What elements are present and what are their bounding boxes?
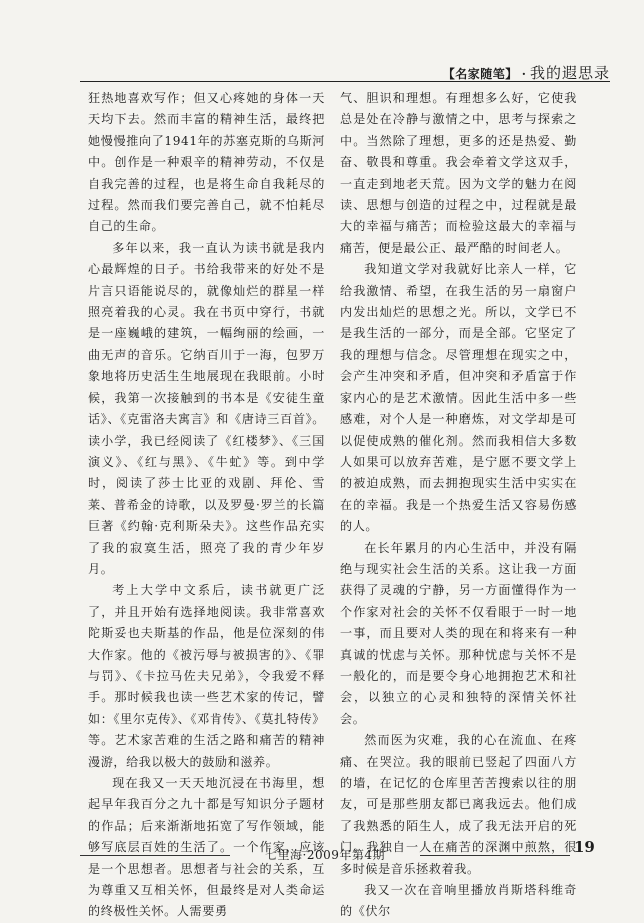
paragraph: 狂热地喜欢写作；但又心疼她的身体一天天均下去。然而丰富的精神生活，最终把她慢慢推向了1941年的苏塞克斯的乌斯河中。创作是一种艰辛的精神劳动，不仅是自我完善的过程，也是将生命自我耗尽的过程。然而我们要完善自己，就不怕耗尽自己的生命。	[88, 91, 325, 234]
paragraph: 然而医为灾难，我的心在流血、在疼痛、在哭泣。我的眼前已竖起了四面八方的墙，在记忆的仓库里苦苦搜索以往的朋友，可是那些朋友都已离我远去。他们成了我熟悉的陌生人，成了我无法开启的死门。我独自一人在痛苦的深渊中煎熬，很多时候是音乐拯救着我。	[340, 733, 577, 876]
article-title: 我的遐思录	[529, 64, 610, 82]
page-header	[443, 62, 610, 83]
paragraph: 在长年累月的内心生活中，并没有隔绝与现实社会生活的关系。这让我一方面获得了灵魂的宁静，另一方面懂得作为一个作家对社会的关怀不仅看眼于一时一地一事，而且要对人类的现在和将来有一种真诚的忧虑与关怀。那种忧虑与关怀不是一般化的，而是要令身心地拥抱艺术和社会，以独立的心灵和独特的深情关怀社会。	[340, 540, 577, 726]
header-rule	[80, 81, 610, 82]
column-name: 【名家随笔】	[442, 67, 518, 81]
publication-info: 七里海·2009年第4期	[265, 848, 385, 862]
paragraph: 现在我又一天天地沉浸在书海里，想起早年我百分之九十都是写知识分子题材的作品；后来渐渐地拓宽了写作领域，能够写底层百姓的生活了。一个作家，应该是一个思想者。思想者与社会的关系，互为尊重又互相关怀，但最终是对人类命运的终极性关怀。人需要勇	[88, 776, 325, 919]
left-column	[88, 88, 325, 923]
header-separator: ·	[521, 67, 526, 81]
right-column	[340, 88, 577, 923]
paragraph: 我又一次在音响里播放肖斯塔科维奇的《伏尔	[340, 883, 577, 919]
paragraph: 我知道文学对我就好比亲人一样，它给我激情、希望，在我生活的另一扇窗户内发出灿烂的思想之光。所以，文学已不是我生活的一部分，而是全部。它坚定了我的理想与信念。尽管理想在现实之中，会产生冲突和矛盾，但冲突和矛盾富于作家内心的是艺术激情。因此生活中多一些感难，对个人是一种磨炼，对文学却是可以促使成熟的催化剂。然而我相信大多数人如果可以放弃苦难，是宁愿不要文学上的被迫成熟，而去拥抱现实生活中实实在在的幸福。我是一个热爱生活又容易伤感的人。	[340, 262, 577, 534]
footer-rule-left	[80, 855, 230, 856]
paragraph: 多年以来，我一直认为读书就是我内心最辉煌的日子。书给我带来的好处不是片言只语能说尽的，就像灿烂的群星一样照亮着我的心灵。我在书页中穿行，书就是一座巍峨的建筑，一幅绚丽的绘画，一曲无声的音乐。它纳百川于一海，包罗万象地将历史活生生地展现在我眼前。小时候，我第一次接触到的书本是《安徒生童话》、《克雷洛夫寓言》和《唐诗三百首》。读小学，我已经阅读了《红楼梦》、《三国演义》、《红与黑》、《牛虻》等。到中学时，阅读了莎士比亚的戏剧、拜伦、雪莱、普希金的诗歌，以及罗曼·罗兰的长篇巨著《约翰·克利斯朵夫》。这些作品充实了我的寂寞生活，照亮了我的青少年岁月。	[88, 240, 325, 576]
paragraph: 气、胆识和理想。有理想多么好，它使我总是处在冷静与激情之中，思考与探索之中。当然除了理想，更多的还是热爱、勤奋、敬畏和尊重。我会牵着文学这双手，一直走到地老天荒。因为文学的魅力在阅读、思想与创造的过程之中，过程就是最大的幸福与痛苦；而检验这最大的幸福与痛苦，便是最公正、最严酷的时间老人。	[340, 91, 577, 255]
footer-rule-right	[420, 855, 570, 856]
page-number: 19	[574, 838, 595, 856]
paragraph: 考上大学中文系后，读书就更广泛了，并且开始有选择地阅读。我非常喜欢陀斯妥也夫斯基的作品，他是位深刻的伟大作家。他的《被污辱与被损害的》、《罪与罚》、《卡拉马佐夫兄弟》，令我爱不释手。那时候我也读一些艺术家的传记，譬如：《里尔克传》、《邓肯传》、《莫扎特传》等。艺术家苦难的生活之路和痛苦的精神漫游，给我以极大的鼓励和滋养。	[88, 583, 325, 769]
